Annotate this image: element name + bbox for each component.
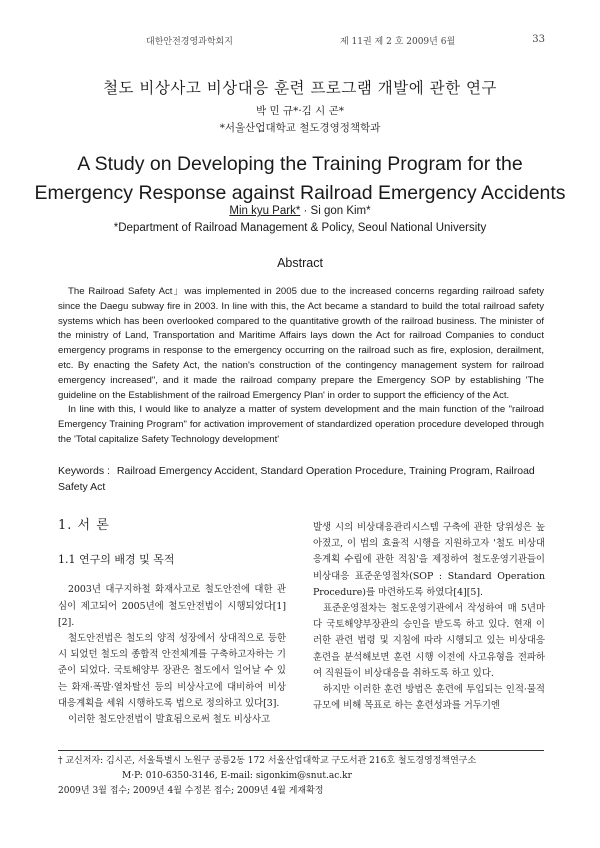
footnote-line-3: 2009년 3월 접수; 2009년 4월 수정본 접수; 2009년 4월 게재확정 bbox=[58, 786, 324, 796]
abstract-heading: Abstract bbox=[277, 256, 323, 270]
section-heading: 1. 서 론 bbox=[58, 518, 110, 533]
keywords bbox=[58, 463, 544, 495]
footnote bbox=[58, 754, 544, 799]
body-paragraph: 이러한 철도안전법이 발효됨으로써 철도 비상사고 bbox=[68, 714, 271, 726]
body-paragraph: 2003년 대구지하철 화재사고로 철도안전에 대한 관심이 제고되어 2005년에 철도안전법이 시행되었다[1][2]. bbox=[58, 584, 286, 628]
subsection-heading: 1.1 연구의 배경 및 목적 bbox=[58, 553, 175, 567]
body-paragraph: 철도안전법은 철도의 양적 성장에서 상대적으로 등한시 되었던 철도의 종합적 안전체계를 구축하고자하는 기준이 되었다. 국토해양부 장관은 철도에서 일어날 수 있는 화재·폭발·열차탈선 등의 비상사고에 대비하여 비상대응계획을 세워 시행하도록 법으로 정의하고 있다[3]. bbox=[58, 633, 286, 709]
abstract-paragraph-1: The Railroad Safety Act」was implemented in 2005 due to the increased concerns regarding railroad safety since the Daegu subway fire in 2003. In line with this, the Act became a standard to build the total railroad safety systems which has been overlooked compared to the quantitative growth of the railroad business. The minister of the ministry of Land, Transportation and Maritime Affairs lays down the Act for railroad Companies to conduct emergency programs in response to the emergency occurring on the railroad such as fire, explosion, derailment, etc. By enacting the Safety Act, the nation's construction of the contingency management system for railroad emergency increased", and it made the railroad company prepare the Emergency SOP by establishing 'The guideline on the Establishment of the railroad Emergency Plan' in order to support the efficiency of the Act. bbox=[58, 286, 544, 401]
keywords-label: Keywords : bbox=[58, 465, 110, 477]
author-separator: · bbox=[300, 205, 311, 217]
korean-authors: 박 민 규*·김 시 곤* bbox=[255, 105, 345, 117]
korean-title: 철도 비상사고 비상대응 훈련 프로그램 개발에 관한 연구 bbox=[103, 79, 497, 97]
english-title-line2: Emergency Response against Railroad Emergency Accidents bbox=[34, 182, 566, 204]
volume-info: 제 11권 제 2 호 2009년 6월 bbox=[340, 37, 456, 47]
left-column bbox=[58, 518, 286, 728]
footnote-rule bbox=[58, 750, 544, 751]
right-column bbox=[313, 520, 545, 714]
keywords-value: Railroad Emergency Accident, Standard Operation Procedure, Training Program, Railroad Safety Act bbox=[58, 465, 535, 493]
body-paragraph: 하지만 이러한 훈련 방법은 훈련에 투입되는 인적·물적 규모에 비해 목표로 하는 훈련성과를 거두기엔 bbox=[313, 684, 545, 712]
author-1: Min kyu Park* bbox=[229, 205, 301, 217]
body-paragraph: 표준운영절차는 철도운영기관에서 작성하여 매 5년마다 국토해양부장관의 승인을 받도록 하고 있다. 현재 이러한 관련 법령 및 지침에 따라 시행되고 있는 비상대응 훈련을 분석해보면 훈련 시행 이전에 사고유형을 전파하여 직원들이 비상대응을 취하도록 하고 있다. bbox=[313, 603, 545, 679]
author-2: Si gon Kim* bbox=[310, 205, 371, 217]
korean-affiliation: *서울산업대학교 철도경영정책학과 bbox=[219, 122, 381, 134]
page-number: 33 bbox=[532, 34, 545, 45]
english-authors bbox=[0, 205, 600, 217]
journal-name: 대한안전경영과학회지 bbox=[146, 37, 233, 47]
english-affiliation: *Department of Railroad Management & Policy, Seoul National University bbox=[113, 222, 487, 234]
english-title-line1: A Study on Developing the Training Program for the bbox=[77, 153, 523, 175]
english-title bbox=[0, 150, 600, 208]
footnote-line-1: † 교신저자: 김시곤, 서울특별시 노원구 공릉2동 172 서울산업대학교 구도서관 216호 철도경영정책연구소 bbox=[58, 756, 477, 766]
abstract-body bbox=[58, 285, 544, 448]
footnote-line-2: M·P: 010-6350-3146, E-mail: sigonkim@snut.ac.kr bbox=[122, 771, 352, 781]
body-paragraph: 발생 시의 비상대응관리시스템 구축에 관한 당위성은 높아졌고, 이 법의 효율적 시행을 지원하고자 '철도 비상대응계획 수립에 관한 적침'을 제정하여 철도운영기관들이 비상대응 표준운영절차(SOP : Standard Operation Procedure)를 마련하도록 하였다[4][5]. bbox=[313, 522, 545, 598]
abstract-paragraph-2: In line with this, I would like to analyze a matter of system development and the main function of the "railroad Emergency Training Program" for activation improvement of standardized operation procedure developed through the 'Total capitalize Safety Technology development' bbox=[58, 404, 544, 445]
